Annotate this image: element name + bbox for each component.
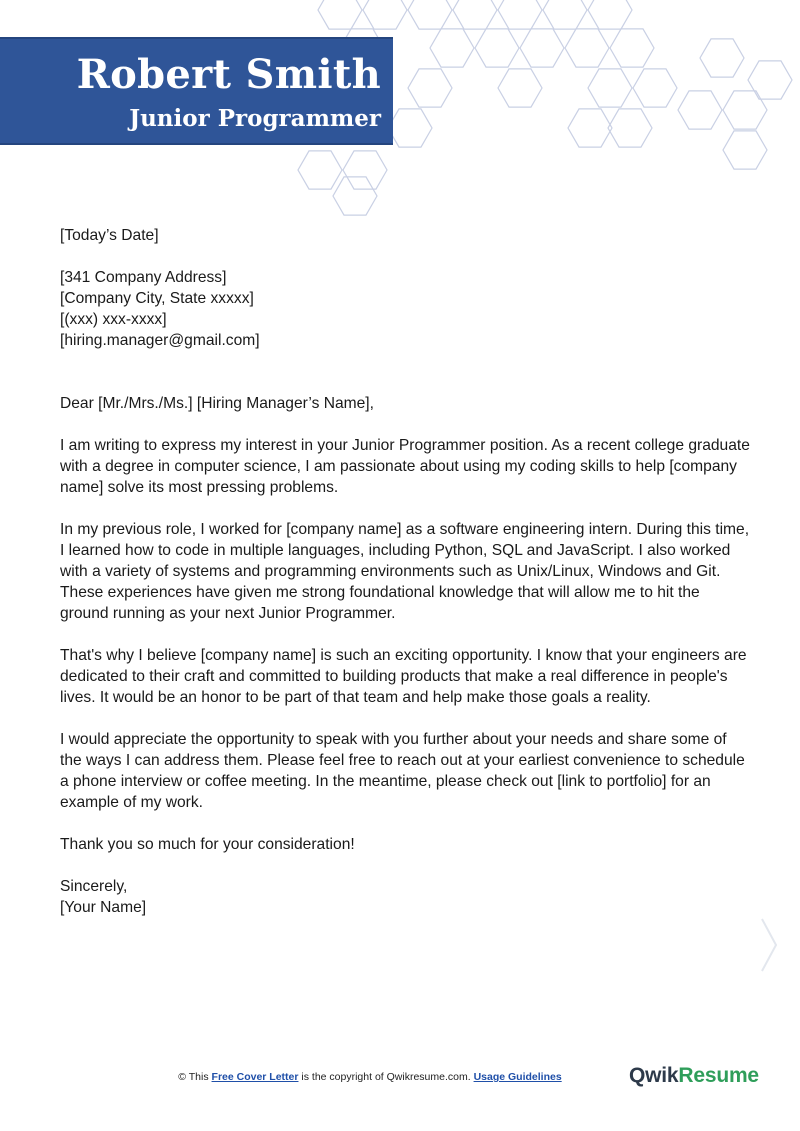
free-cover-letter-link[interactable]: Free Cover Letter: [211, 1071, 299, 1083]
address-line: [hiring.manager@gmail.com]: [60, 332, 260, 349]
address-line: [341 Company Address]: [60, 269, 227, 286]
address-line: [(xxx) xxx-xxxx]: [60, 311, 167, 328]
hexagon-outline: [498, 0, 542, 29]
hexagon-outline: [498, 69, 542, 107]
hexagon-outline: [565, 29, 609, 67]
qwikresume-logo[interactable]: [629, 1064, 759, 1088]
letter-body: [60, 225, 750, 939]
hexagon-outline: [748, 61, 792, 99]
hexagon-outline: [333, 177, 377, 215]
hexagon-outline: [453, 0, 497, 29]
hexagon-outline: [430, 29, 474, 67]
hexagon-outline: [588, 0, 632, 29]
hexagon-outline: [608, 109, 652, 147]
hexagon-outline: [543, 0, 587, 29]
body-paragraph: I would appreciate the opportunity to speak with you further about your needs and share some of the ways I can address them. Please feel free to reach out at your earliest convenience to schedule a phone interview or coffee meeting. In the meantime, please check out [link to portfolio] for an example of my work.: [60, 731, 745, 811]
hexagon-outline: [408, 69, 452, 107]
logo-text-qwik: Qwik: [629, 1064, 679, 1087]
closing: Sincerely,: [60, 878, 128, 895]
body-paragraph: I am writing to express my interest in your Junior Programmer position. As a recent college graduate with a degree in computer science, I am passionate about using my coding skills to help [company name] solve its most pressing problems.: [60, 437, 750, 496]
hexagon-outline: [568, 109, 612, 147]
chevron-right-icon: [758, 915, 782, 975]
salutation: Dear [Mr./Mrs./Ms.] [Hiring Manager’s Name],: [60, 395, 374, 412]
hexagon-outline: [610, 29, 654, 67]
hexagon-outline: [633, 69, 677, 107]
hexagon-outline: [678, 91, 722, 129]
closing-block: [60, 876, 750, 918]
body-paragraph: Thank you so much for your consideration!: [60, 836, 355, 853]
hexagon-outline: [388, 109, 432, 147]
letter-date: [Today’s Date]: [60, 227, 159, 244]
name-banner: [0, 37, 393, 145]
job-title: Junior Programmer: [129, 105, 381, 132]
hexagon-outline: [318, 0, 362, 29]
body-paragraph: That's why I believe [company name] is such an exciting opportunity. I know that your engineers are dedicated to their craft and committed to building products that make a real difference in people's lives. It would be an honor to be part of that team and help make those goals a reality.: [60, 647, 747, 706]
hexagon-outline: [723, 131, 767, 169]
logo-text-resume: Resume: [678, 1064, 759, 1087]
hexagon-outline: [408, 0, 452, 29]
copyright-prefix: © This: [178, 1071, 209, 1083]
copyright-text: is the copyright of Qwikresume.com.: [301, 1071, 471, 1083]
address-line: [Company City, State xxxxx]: [60, 290, 254, 307]
signature: [Your Name]: [60, 899, 147, 916]
hexagon-outline: [363, 0, 407, 29]
hexagon-outline: [723, 91, 767, 129]
recipient-address-block: [60, 267, 750, 351]
hexagon-outline: [475, 29, 519, 67]
hexagon-outline: [343, 151, 387, 189]
hexagon-outline: [700, 39, 744, 77]
hexagon-outline: [588, 69, 632, 107]
applicant-name: Robert Smith: [76, 51, 381, 98]
body-paragraph: In my previous role, I worked for [company name] as a software engineering intern. During this time, I learned how to code in multiple languages, including Python, SQL and JavaScript. I also worked with a variety of systems and programming environments such as Unix/Linux, Windows and Git. These experiences have given me strong foundational knowledge that will allow me to hit the ground running as your next Junior Programmer.: [60, 521, 750, 622]
hexagon-outline: [298, 151, 342, 189]
usage-guidelines-link[interactable]: Usage Guidelines: [473, 1071, 562, 1083]
hexagon-outline: [520, 29, 564, 67]
